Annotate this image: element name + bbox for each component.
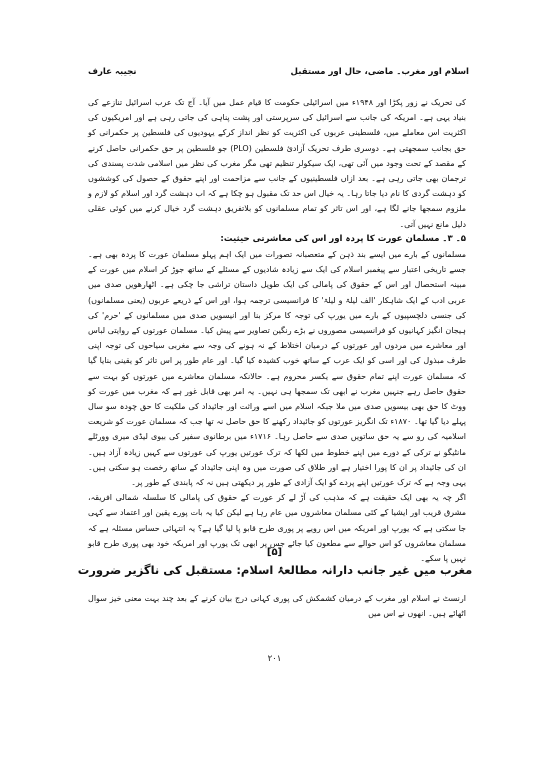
header-book-title: اسلام اور مغرب۔ ماضی، حال اور مستقبل xyxy=(290,67,469,77)
intro-paragraph: ارنسٹ نے اسلام اور مغرب کے درمیان کشمکش کی پوری کہانی درج بیان کرنے کے بعد چند بہت معنی خیز سوال اٹھائے ہیں۔ انھوں نے اس میں xyxy=(88,594,466,619)
chapter-title: مغرب میں غیر جانب دارانہ مطالعۂ اسلام: مستقبل کی ناگزیر ضرورت xyxy=(77,563,473,577)
body-paragraph: مسلمانوں کے بارے میں ایسے بند ذہن کے متعصبانہ تصورات میں ایک اہم پہلو مسلمان عورت کا پردہ بھی ہے۔ جسے تاریخی اعتبار سے پیغمبر اسلام کی ایک سے زیادہ شادیوں کے مسئلے کے ساتھ جوڑ کر اسلام میں عورت کے مبینہ استحصال اور اس کے حقوق کی پامالی کی ایک طویل داستان تراشی جا چکی ہے۔ اٹھارھویں صدی میں عربی ادب کے ایک شاہکار 'الف لیلۃ و لیلۃ' کا فرانسیسی ترجمہ ہوا، اور اس کے ذریعے عربوں (یعنی مسلمانوں) کی جنسی دلچسپیوں کے بارے میں یورپ کی توجہ کا مرکز بنا اور انیسویں صدی میں مسلمانوں کے 'حرم' کی ہیجان انگیز کہانیوں کو فرانسیسی مصوروں نے بڑے رنگین تصاویر سے پیش کیا۔ مسلمان عورتوں کے روایتی لباس اور معاشرے میں مردوں اور عورتوں کے درمیان اختلاط کے نہ ہونے کی وجہ سے مغربی سیاحوں کی توجہ اپنی طرف مبذول کی اور اسی کو ایک عرب کے ساتھ خوب کشیدہ کیا گیا۔ اور عام طور پر اس تاثر کو یقینی بنایا گیا کہ مسلمان عورت اپنے تمام حقوق سے یکسر محروم ہے۔ حالانکہ مسلمان معاشرے میں عورتوں کو بہت سے حقوق حاصل رہے جنہیں مغرب نے ابھی تک سمجھا ہی نہیں۔ یہ امر بھی قابل غور ہے کہ مغرب میں عورت کو ووٹ کا حق بھی بیسویں صدی میں ملا جبکہ اسلام میں اسے وراثت اور جائیداد کی ملکیت کا حق چودہ سو سال پہلے دیا گیا تھا۔ ۱۸۷۰ء تک انگریز عورتوں کو جائیداد رکھنے کا حق حاصل نہ تھا جب کہ مسلمان عورت کو شریعت اسلامیہ کی رو سے یہ حق ساتویں صدی سے حاصل رہا۔ ۱۷۱۶ء میں برطانوی سفیر کی بیوی لیڈی میری وورٹلے مانٹیگو نے ترکی کے دورے میں اپنے خطوط میں لکھا کہ ترک عورتیں یورپ کی عورتوں سے کہیں زیادہ آزاد ہیں۔ ان کی جائیداد پر ان کا پورا اختیار ہے اور طلاق کی صورت میں وہ اپنی جائیداد کے ساتھ رخصت ہو سکتی ہیں۔ یہی وجہ ہے کہ ترک عورتیں اپنے پردے کو ایک آزادی کے طور پر دیکھتی ہیں نہ کہ پابندی کے طور پر۔ xyxy=(88,250,467,488)
page-number: ۲۰۱ xyxy=(267,654,282,664)
section-heading: ۵۔ ۳۔ مسلمان عورت کا پردہ اور اس کی معاشرتی حیثیت: xyxy=(220,233,466,244)
running-header xyxy=(88,64,469,80)
chapter-number: [۵] xyxy=(266,547,283,558)
header-author: نجیبہ عارف xyxy=(88,67,137,77)
body-paragraph: اگر چہ یہ بھی ایک حقیقت ہے کہ مذہب کی آڑ لے کر عورت کے حقوق کی پامالی کا سلسلہ شمالی افریقہ، مشرق قریب اور ایشیا کے کئی مسلمان معاشروں میں عام رہا ہے لیکن کیا یہ بات پورے یقین اور اعتماد سے کہی جا سکتی ہے کہ یورپ اور امریکہ میں اس رویے پر پوری طرح قابو پا لیا گیا ہے؟ یہ انتہائی حساس مسئلہ ہے کہ مسلمان معاشروں کو اس حوالے سے مطعون کیا جائے جس پر ابھی تک یورپ اور امریکہ خود بھی پوری طرح قابو نہیں پا سکے۔ xyxy=(88,493,466,564)
body-paragraph: کی تحریک نے زور پکڑا اور ۱۹۴۸ء میں اسرائیلی حکومت کا قیام عمل میں آیا۔ آج تک عرب اسرائیل تنازعے کی بنیاد یہی ہے۔ امریکہ کی جانب سے اسرائیل کی سرپرستی اور پشت پناہی کی جاتی رہی ہے اور امریکیوں کی اکثریت اس معاملے میں، فلسطینی عربوں کی اکثریت کو نظر انداز کرکے یہودیوں کی فلسطین پر حکمرانی کو حق بجانب سمجھتی ہے۔ دوسری طرف تحریک آزادیٔ فلسطین (PLO) جو فلسطین پر حق حکمرانی حاصل کرنے کے مقصد کے تحت وجود میں آئی تھی، ایک سیکولر تنظیم تھی مگر مغرب کی نظر میں اسلامی شدت پسندی کی ترجمان بھی جاتی رہی ہے۔ بعد ازاں فلسطینیوں کے جانب سے مزاحمت اور اپنے حقوق کے حصول کی کوششوں کو دہشت گردی کا نام دیا جاتا رہا۔ یہ خیال اس حد تک مقبول ہو چکا ہے کہ اب دہشت گرد اور اسلام کو لازم و ملزوم سمجھا جانے لگا ہے، اور اس تاثر کو تمام مسلمانوں کو بلاتفریق دہشت گرد خیال کرنے میں کوئی عقلی دلیل مانع نہیں آتی۔ xyxy=(88,98,466,229)
main-text xyxy=(88,95,466,566)
